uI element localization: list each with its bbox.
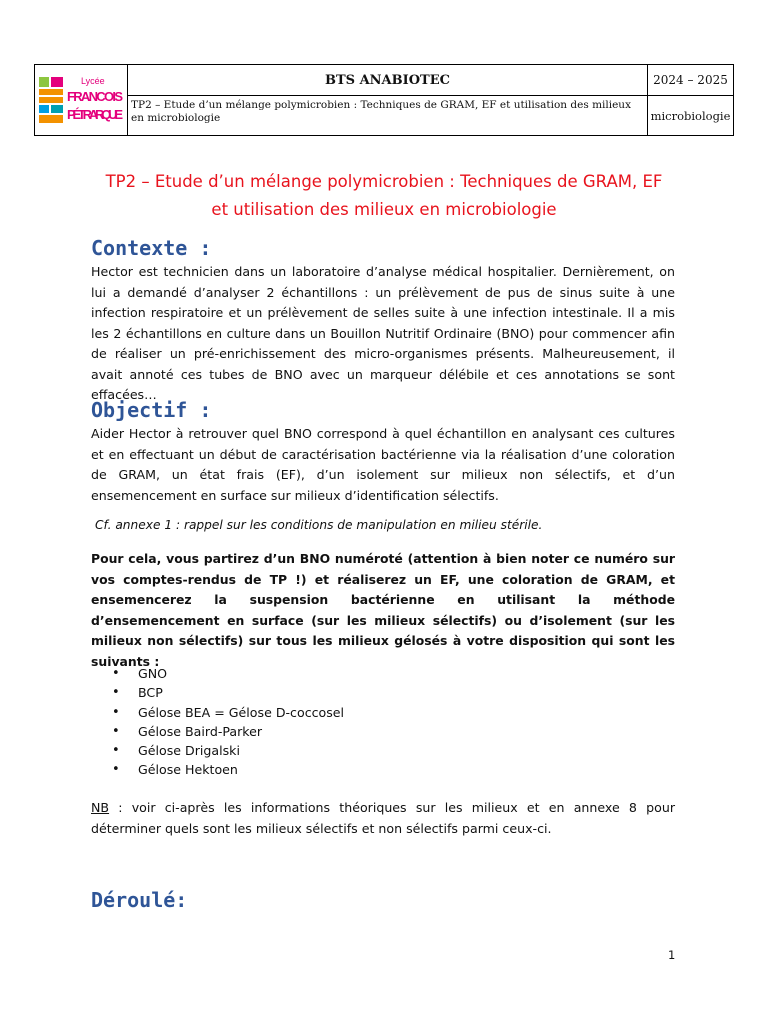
list-item: • BCP — [112, 683, 344, 702]
svg-text:FRANCOIS: FRANCOIS — [67, 89, 123, 104]
list-item: • Gélose Hektoen — [112, 760, 344, 779]
title-line-2: et utilisation des milieux en microbiologie — [211, 200, 557, 219]
school-year: 2024 – 2025 — [648, 65, 733, 96]
instructions-text: Pour cela, vous partirez d’un BNO numéroté (attention à bien noter ce numéro sur vos comptes-rendus de TP !) et réaliserez un EF, une coloration de GRAM, et ensemencerez la suspension bactérienne en utilisant la méthode d’ensemencement en surface (sur les milieux sélectifs) ou d’isolement (sur les milieux non sélectifs) sur tous les milieux gélosés à votre disposition qui sont les suivants : — [91, 551, 675, 669]
list-item: • GNO — [112, 664, 344, 683]
document-title — [80, 168, 688, 224]
list-item: • Gélose BEA = Gélose D-coccosel — [112, 703, 344, 722]
header-subtitle: TP2 – Etude d’un mélange polymicrobien : Techniques de GRAM, EF et utilisation des milieux en microbiologie — [131, 99, 631, 124]
subject-name: microbiologie — [650, 108, 731, 123]
program-name: BTS ANABIOTEC — [128, 65, 647, 96]
header-table — [34, 64, 734, 136]
title-line-1: TP2 – Etude d’un mélange polymicrobien : Techniques de GRAM, EF — [105, 172, 663, 191]
nb-label: NB — [91, 800, 110, 815]
objectif-heading: Objectif : — [91, 398, 212, 422]
contexte-text: Hector est technicien dans un laboratoire d’analyse médical hospitalier. Dernièrement, on lui a demandé d’analyser 2 échantillons : un prélèvement de pus de sinus suite à une infection respiratoire et un prélèvement de selles suite à une infection intestinale. Il a mis les 2 échantillons en culture dans un Bouillon Nutritif Ordinaire (BNO) pour commencer afin de réaliser un pré-enrichissement des micro-organismes présents. Malheureusement, il avait annoté ces tubes de BNO avec un marqueur délébile et ces annotations se sont effacées… — [91, 264, 675, 402]
objectif-text: Aider Hector à retrouver quel BNO correspond à quel échantillon en analysant ces cultures et en effectuant un début de caractérisation bactérienne via la réalisation d’une coloration de GRAM, un état frais (EF), d’un isolement sur milieux non sélectifs, et d’un ensemencement en surface sur milieux d’identification sélectifs. — [91, 426, 675, 503]
nb-text: : voir ci-après les informations théoriques sur les milieux et en annexe 8 pour déterminer quels sont les milieux sélectifs et non sélectifs parmi ceux-ci. — [91, 800, 675, 836]
list-item: • Gélose Drigalski — [112, 741, 344, 760]
annexe-note: Cf. annexe 1 : rappel sur les conditions de manipulation en milieu stérile. — [95, 518, 543, 532]
deroule-heading: Déroulé: — [91, 888, 188, 912]
page-number: 1 — [668, 948, 676, 962]
svg-text:PÉTRARQUE: PÉTRARQUE — [67, 107, 123, 122]
list-item: • Gélose Baird-Parker — [112, 722, 344, 741]
nb-paragraph — [91, 798, 675, 839]
contexte-heading: Contexte : — [91, 236, 212, 260]
school-logo — [35, 65, 128, 135]
media-list — [112, 664, 344, 780]
school-logo-graphic — [37, 69, 125, 131]
svg-text:Lycée: Lycée — [81, 76, 105, 86]
